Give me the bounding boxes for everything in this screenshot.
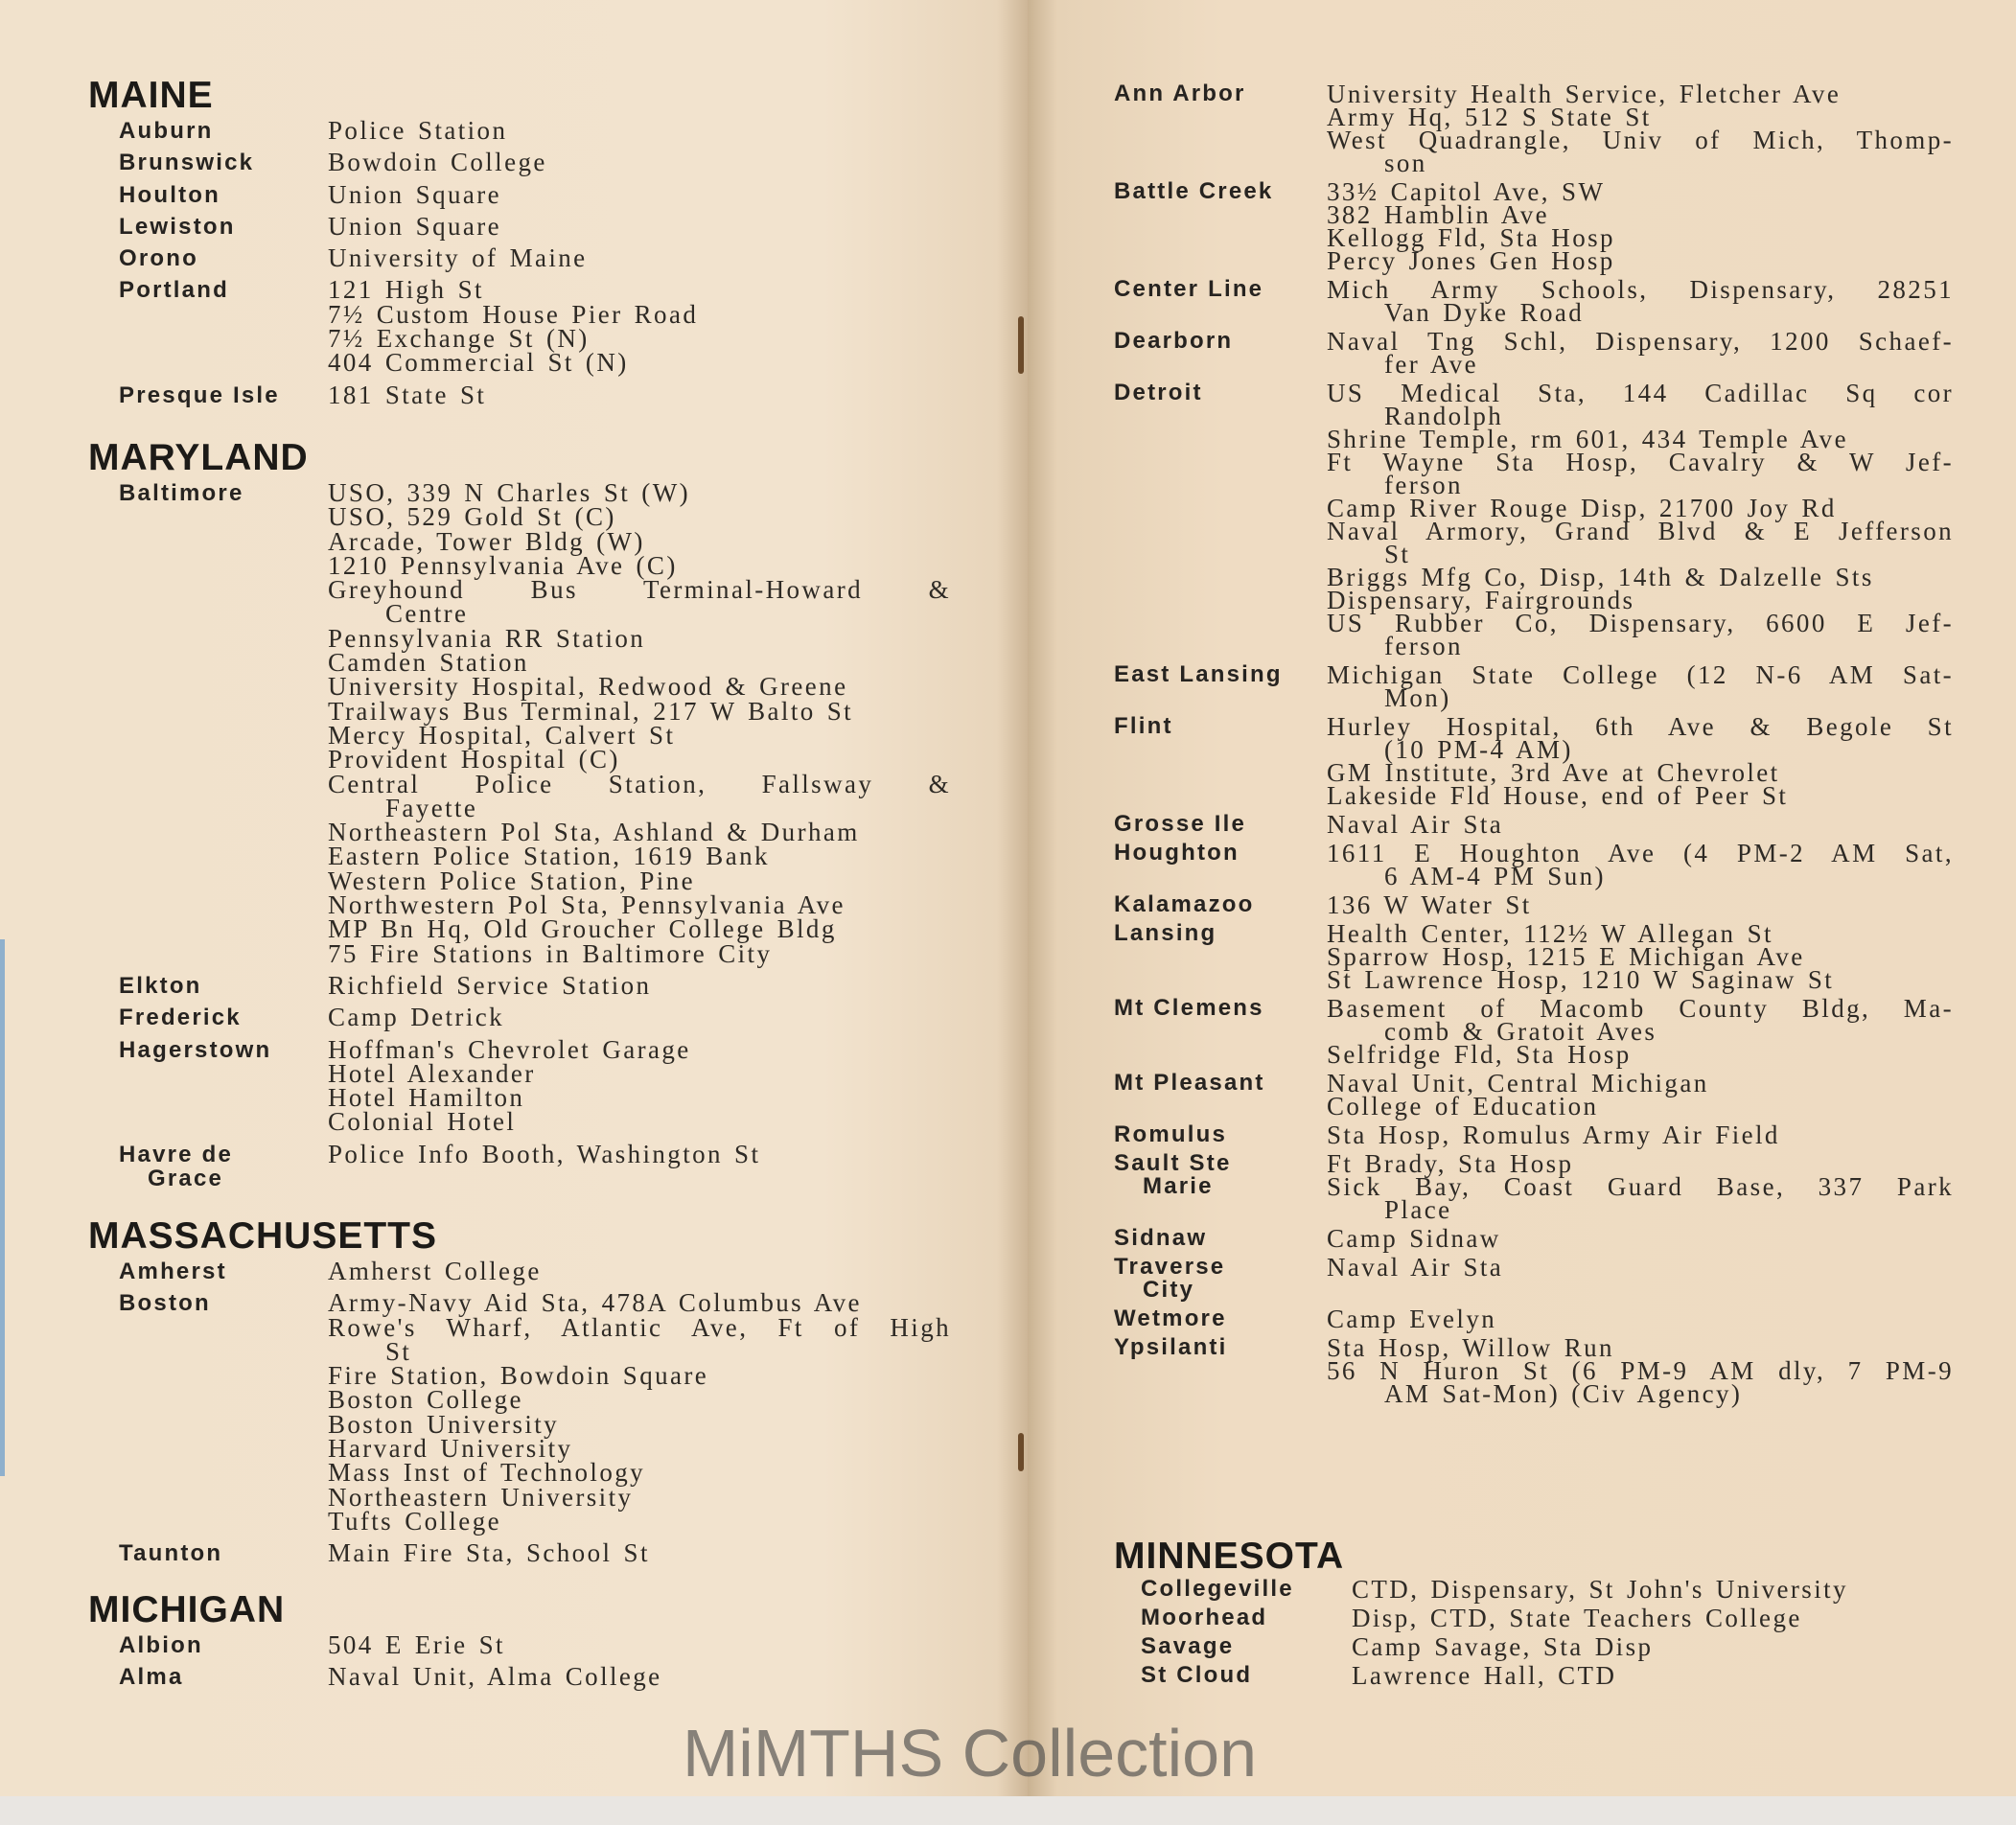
place-name-line: Sault Ste <box>1114 1150 1232 1176</box>
address-line: 6 AM-4 PM Sun) <box>1384 862 1606 890</box>
place-entry <box>88 380 951 409</box>
address-line: (10 PM-4 AM) <box>1384 735 1573 764</box>
address-line: USO, 529 Gold St (C) <box>328 502 616 532</box>
address-list <box>328 116 951 145</box>
place-name <box>1141 1606 1352 1629</box>
place-entry <box>1114 327 2016 379</box>
state-heading: MICHIGAN <box>88 1589 286 1630</box>
place-entry <box>88 179 951 209</box>
place-name <box>119 1259 328 1283</box>
place-name <box>119 1143 328 1191</box>
address-list <box>1327 839 1954 890</box>
address-line: University Health Service, Fletcher Ave <box>1327 80 1842 108</box>
address-line: Sick Bay, Coast Guard Base, 337 Park <box>1327 1172 1954 1201</box>
address-list <box>1327 1120 1954 1149</box>
place-entry <box>1114 381 2016 658</box>
place-name <box>1114 1072 1327 1118</box>
address-line: 504 E Erie St <box>328 1630 505 1659</box>
address-line: 7½ Custom House Pier Road <box>328 299 699 329</box>
address-list <box>328 148 951 177</box>
place-entry <box>88 275 951 378</box>
address-list <box>328 243 951 273</box>
address-line: Sparrow Hosp, 1215 E Michigan Ave <box>1327 942 1805 971</box>
address-list <box>1327 919 1954 994</box>
address-list <box>1352 1575 1979 1604</box>
place-name-line: Ann Arbor <box>1114 81 1246 106</box>
address-line: University of Maine <box>328 243 588 273</box>
place-name-line: Auburn <box>119 118 214 144</box>
address-line: Greyhound Bus Terminal-Howard & <box>328 575 951 605</box>
place-name <box>1114 1336 1327 1405</box>
place-entry <box>88 243 951 273</box>
place-name-line: Portland <box>119 277 229 304</box>
address-line: 1611 E Houghton Ave (4 PM-2 AM Sat, <box>1327 839 1954 867</box>
address-line: 136 W Water St <box>1327 890 1532 919</box>
place-entry <box>1114 712 2016 810</box>
place-name-line: Dearborn <box>1114 328 1234 354</box>
address-line: University Hospital, Redwood & Greene <box>328 672 848 702</box>
address-line: Hotel Alexander <box>328 1058 536 1088</box>
address-line: Harvard University <box>328 1434 573 1464</box>
place-name-line: Baltimore <box>119 480 244 506</box>
address-line: Boston University <box>328 1409 560 1439</box>
address-line: Naval Unit, Alma College <box>328 1662 662 1692</box>
place-name-line: Boston <box>119 1290 211 1317</box>
place-name <box>119 183 328 207</box>
address-list <box>1327 381 1954 658</box>
address-line: Mass Inst of Technology <box>328 1458 646 1488</box>
state-section <box>88 75 951 415</box>
state-heading: MASSACHUSETTS <box>88 1215 438 1257</box>
address-line: son <box>1384 149 1427 177</box>
state-section <box>88 1215 951 1574</box>
address-line: Kellogg Fld, Sta Hosp <box>1327 223 1615 252</box>
address-line: Place <box>1384 1195 1452 1224</box>
place-name-line: Traverse <box>1114 1254 1226 1280</box>
address-list <box>328 211 951 241</box>
address-line: USO, 339 N Charles St (W) <box>328 478 690 507</box>
address-line: Briggs Mfg Co, Disp, 14th & Dalzelle Sts <box>1327 563 1874 591</box>
place-entry <box>1114 839 2016 890</box>
address-line: US Rubber Co, Dispensary, 6600 E Jef- <box>1327 609 1954 637</box>
address-list <box>328 275 951 378</box>
place-name <box>1141 1578 1352 1601</box>
state-section <box>88 1589 951 1698</box>
place-entry <box>1114 1604 2016 1632</box>
address-line: Lakeside Fld House, end of Peer St <box>1327 781 1789 810</box>
place-name <box>1114 1256 1327 1302</box>
address-list <box>1327 1305 1954 1333</box>
place-name-line: Center Line <box>1114 276 1264 302</box>
place-entry <box>88 1003 951 1032</box>
place-name-line: Houghton <box>1114 840 1240 866</box>
address-line: St <box>1384 540 1411 568</box>
place-entry <box>88 1288 951 1536</box>
place-entry <box>88 1034 951 1137</box>
place-entry <box>1114 275 2016 327</box>
address-list <box>1327 994 1954 1069</box>
place-name <box>119 1665 328 1689</box>
address-list <box>328 1139 951 1191</box>
address-line: 7½ Exchange St (N) <box>328 324 590 354</box>
state-heading: MINNESOTA <box>1114 1536 1345 1577</box>
address-line: Tufts College <box>328 1506 501 1536</box>
place-name-line: Brunswick <box>119 150 255 176</box>
address-list <box>328 1630 951 1659</box>
place-name-line: East Lansing <box>1114 661 1283 687</box>
place-name <box>119 215 328 239</box>
address-list <box>1352 1604 1979 1632</box>
address-line: fer Ave <box>1384 350 1479 379</box>
place-entry <box>1114 1305 2016 1333</box>
cover-edge <box>0 939 5 1476</box>
address-list <box>1327 275 1954 327</box>
place-name <box>1114 813 1327 836</box>
state-heading: MARYLAND <box>88 437 309 478</box>
address-line: Camp Evelyn <box>1327 1305 1497 1333</box>
address-line: comb & Gratoit Aves <box>1384 1017 1657 1046</box>
address-list <box>1352 1632 1979 1661</box>
place-name <box>119 119 328 143</box>
place-entry <box>1114 994 2016 1069</box>
place-name <box>119 383 328 407</box>
address-line: Naval Air Sta <box>1327 1253 1504 1282</box>
place-entry <box>88 1259 951 1283</box>
address-line: Main Fire Sta, School St <box>328 1538 650 1568</box>
address-line: 75 Fire Stations in Baltimore City <box>328 938 773 968</box>
place-name <box>1114 278 1327 324</box>
address-line: GM Institute, 3rd Ave at Chevrolet <box>1327 758 1780 787</box>
address-list <box>1327 890 1954 919</box>
place-name-line: Kalamazoo <box>1114 891 1255 917</box>
address-line: Northeastern Pol Sta, Ashland & Durham <box>328 818 860 847</box>
place-name <box>119 150 328 174</box>
place-name <box>1114 330 1327 376</box>
place-name-line: Sidnaw <box>1114 1225 1208 1251</box>
place-name-line: Ypsilanti <box>1114 1334 1228 1360</box>
address-line: Sta Hosp, Romulus Army Air Field <box>1327 1120 1780 1149</box>
place-entry <box>1114 1224 2016 1253</box>
address-line: Police Station <box>328 116 508 145</box>
place-name-line: Hagerstown <box>119 1036 272 1063</box>
address-list <box>328 1662 951 1692</box>
place-name <box>1114 663 1327 709</box>
place-name <box>1114 922 1327 991</box>
place-name <box>1141 1664 1352 1687</box>
address-line: Rowe's Wharf, Atlantic Ave, Ft of High <box>328 1312 951 1342</box>
address-list <box>1352 1661 1979 1690</box>
address-line: Selfridge Fld, Sta Hosp <box>1327 1040 1632 1069</box>
place-name <box>119 278 328 375</box>
address-line: Naval Armory, Grand Blvd & E Jefferson <box>1327 517 1954 545</box>
place-entry <box>88 116 951 145</box>
address-line: Bowdoin College <box>328 148 547 177</box>
place-entry <box>1114 919 2016 994</box>
place-entry <box>1114 80 2016 177</box>
address-line: Police Info Booth, Washington St <box>328 1139 761 1168</box>
address-line: Hoffman's Chevrolet Garage <box>328 1034 691 1064</box>
place-entry <box>1114 890 2016 919</box>
address-line: 121 High St <box>328 275 484 305</box>
place-name-line: Presque Isle <box>119 381 280 408</box>
address-line: Basement of Macomb County Bldg, Ma- <box>1327 994 1954 1023</box>
address-line: Northwestern Pol Sta, Pennsylvania Ave <box>328 890 846 920</box>
address-line: Naval Tng Schl, Dispensary, 1200 Schaef- <box>1327 327 1954 356</box>
address-line: ferson <box>1384 632 1463 660</box>
address-line: Randolph <box>1384 402 1504 430</box>
place-name <box>119 1038 328 1135</box>
address-line: Pennsylvania RR Station <box>328 623 646 653</box>
address-list <box>328 478 951 968</box>
address-line: Hurley Hospital, 6th Ave & Begole St <box>1327 712 1954 741</box>
address-line: Van Dyke Road <box>1384 298 1585 327</box>
address-line: Union Square <box>328 211 502 241</box>
address-line: St Lawrence Hosp, 1210 W Saginaw St <box>1327 965 1835 994</box>
address-line: Ft Brady, Sta Hosp <box>1327 1149 1574 1178</box>
place-name <box>1114 82 1327 174</box>
address-line: 382 Hamblin Ave <box>1327 200 1549 229</box>
place-name-line: Moorhead <box>1141 1605 1268 1630</box>
staple-mark <box>1018 316 1024 374</box>
address-line: Boston College <box>328 1385 523 1415</box>
place-name-line: Romulus <box>1114 1121 1228 1147</box>
place-name-line: Grosse Ile <box>1114 811 1247 837</box>
address-line: Naval Air Sta <box>1327 810 1504 839</box>
place-name-line: Lansing <box>1114 920 1217 946</box>
address-line: Ft Wayne Sta Hosp, Cavalry & W Jef- <box>1327 448 1954 476</box>
right-page <box>1028 0 2016 1796</box>
address-line: Eastern Police Station, 1619 Bank <box>328 842 770 871</box>
place-entry <box>1114 1253 2016 1303</box>
address-line: Camp Sidnaw <box>1327 1224 1501 1253</box>
address-line: Fayette <box>385 793 478 822</box>
place-name <box>119 1005 328 1029</box>
address-line: Mercy Hospital, Calvert St <box>328 720 676 750</box>
place-name <box>1114 997 1327 1066</box>
address-line: 1210 Pennsylvania Ave (C) <box>328 550 678 580</box>
state-section <box>88 437 951 1198</box>
place-name-line: Albion <box>119 1632 203 1658</box>
place-entry <box>1114 1120 2016 1149</box>
place-name <box>1114 1227 1327 1250</box>
place-name-line: Mt Pleasant <box>1114 1070 1265 1096</box>
place-name <box>1114 893 1327 916</box>
address-line: Naval Unit, Central Michigan <box>1327 1069 1709 1097</box>
address-list <box>328 1034 951 1137</box>
place-name-line: Mt Clemens <box>1114 995 1264 1021</box>
address-line: Army-Navy Aid Sta, 478A Columbus Ave <box>328 1288 862 1318</box>
place-name-line: Frederick <box>119 1005 242 1031</box>
watermark: MiMTHS Collection <box>683 1716 1257 1790</box>
place-name-line: Marie <box>1143 1173 1214 1199</box>
place-name-line: Lewiston <box>119 213 236 240</box>
address-line: St <box>385 1336 412 1366</box>
address-list <box>1327 660 1954 712</box>
place-name <box>119 1541 328 1565</box>
staple-mark <box>1018 1433 1024 1471</box>
address-line: Centre <box>385 599 469 629</box>
address-line: Dispensary, Fairgrounds <box>1327 586 1635 614</box>
address-line: 404 Commercial St (N) <box>328 348 629 378</box>
place-name-line: St Cloud <box>1141 1662 1253 1688</box>
address-line: Army Hq, 512 S State St <box>1327 103 1652 131</box>
place-entry <box>88 1662 951 1692</box>
place-name-line: Savage <box>1141 1633 1235 1659</box>
place-entry <box>1114 1661 2016 1690</box>
address-line: US Medical Sta, 144 Cadillac Sq cor <box>1327 379 1954 407</box>
address-list <box>1327 177 1954 275</box>
address-line: Mich Army Schools, Dispensary, 28251 <box>1327 275 1954 304</box>
place-name-line: Elkton <box>119 972 202 999</box>
address-line: Central Police Station, Fallsway & <box>328 769 951 798</box>
place-entry <box>1114 1333 2016 1408</box>
address-line: Northeastern University <box>328 1482 634 1512</box>
place-entry <box>1114 1069 2016 1120</box>
address-line: MP Bn Hq, Old Groucher College Bldg <box>328 914 837 944</box>
address-list <box>1327 80 1954 177</box>
place-name <box>119 1291 328 1534</box>
place-entry <box>1114 1575 2016 1604</box>
address-line: Colonial Hotel <box>328 1107 517 1137</box>
place-name <box>1114 715 1327 807</box>
address-line: Health Center, 112½ W Allegan St <box>1327 919 1773 948</box>
state-heading: MAINE <box>88 75 214 116</box>
address-line: ferson <box>1384 471 1463 499</box>
address-line: Trailways Bus Terminal, 217 W Balto St <box>328 696 854 726</box>
place-name-line: Houlton <box>119 181 221 208</box>
address-line: Hotel Hamilton <box>328 1083 525 1113</box>
place-name-line: Detroit <box>1114 380 1203 405</box>
place-name <box>1114 842 1327 888</box>
place-name <box>1141 1635 1352 1658</box>
address-line: Mon) <box>1384 683 1451 712</box>
place-entry <box>88 148 951 177</box>
place-name <box>1114 1307 1327 1330</box>
address-line: Disp, CTD, State Teachers College <box>1352 1604 1802 1632</box>
address-list <box>1327 1069 1954 1120</box>
address-line: Shrine Temple, rm 601, 434 Temple Ave <box>1327 425 1848 453</box>
place-entry <box>88 478 951 968</box>
address-line: Lawrence Hall, CTD <box>1352 1661 1617 1690</box>
address-line: Provident Hospital (C) <box>328 745 620 774</box>
address-line: Fire Station, Bowdoin Square <box>328 1361 709 1391</box>
address-list <box>328 380 951 409</box>
place-entry <box>88 1630 951 1659</box>
place-entry <box>1114 660 2016 712</box>
place-name <box>119 246 328 270</box>
place-name <box>1114 1123 1327 1146</box>
address-line: Amherst College <box>328 1257 542 1285</box>
place-entry <box>1114 810 2016 839</box>
address-list <box>1327 1224 1954 1253</box>
address-list <box>1327 1333 1954 1408</box>
place-name <box>1114 381 1327 658</box>
address-line: Arcade, Tower Bldg (W) <box>328 526 645 556</box>
place-name <box>119 481 328 966</box>
address-list <box>1327 810 1954 839</box>
address-line: Union Square <box>328 179 502 209</box>
place-entry <box>1114 177 2016 275</box>
address-list <box>328 1538 951 1568</box>
place-name-line: Wetmore <box>1114 1305 1227 1331</box>
address-list <box>328 1003 951 1032</box>
address-list <box>1327 1253 1954 1302</box>
place-name-line: Amherst <box>119 1259 227 1284</box>
place-entry <box>1114 1149 2016 1224</box>
address-line: Western Police Station, Pine <box>328 866 695 895</box>
address-line: Camp Detrick <box>328 1003 505 1032</box>
place-name-line: City <box>1143 1277 1195 1303</box>
place-name-line: Collegeville <box>1141 1576 1294 1602</box>
address-line: College of Education <box>1327 1092 1599 1120</box>
place-entry <box>88 970 951 1000</box>
place-name-line: Havre de <box>119 1141 233 1167</box>
place-name-line: Battle Creek <box>1114 178 1274 204</box>
address-list <box>1327 712 1954 810</box>
address-line: Michigan State College (12 N-6 AM Sat- <box>1327 660 1954 689</box>
state-section <box>1114 82 2016 1411</box>
address-list <box>1327 1149 1954 1224</box>
state-section <box>1114 1536 2016 1693</box>
place-name <box>119 1633 328 1657</box>
address-line: CTD, Dispensary, St John's University <box>1352 1575 1848 1604</box>
address-line: Sta Hosp, Willow Run <box>1327 1333 1614 1362</box>
place-name <box>1114 1152 1327 1221</box>
address-line: 56 N Huron St (6 PM-9 AM dly, 7 PM-9 <box>1327 1356 1954 1385</box>
address-list <box>328 179 951 209</box>
address-line: AM Sat-Mon) (Civ Agency) <box>1384 1379 1743 1408</box>
address-list <box>328 970 951 1000</box>
place-entry <box>88 1139 951 1192</box>
place-entry <box>1114 1632 2016 1661</box>
address-line: 181 State St <box>328 380 487 409</box>
address-line: Camp Savage, Sta Disp <box>1352 1632 1654 1661</box>
place-entry <box>88 211 951 241</box>
address-line: West Quadrangle, Univ of Mich, Thomp- <box>1327 126 1954 154</box>
address-list <box>1327 327 1954 379</box>
place-name-line: Alma <box>119 1664 184 1691</box>
place-name-line: Taunton <box>119 1540 223 1567</box>
place-name-line: Flint <box>1114 713 1173 739</box>
place-name <box>119 974 328 998</box>
place-entry <box>88 1538 951 1568</box>
address-list <box>328 1259 951 1283</box>
address-line: Richfield Service Station <box>328 970 652 1000</box>
address-line: Camden Station <box>328 648 529 678</box>
address-line: 33½ Capitol Ave, SW <box>1327 177 1606 206</box>
place-name-line: Grace <box>148 1166 224 1192</box>
place-name-line: Orono <box>119 245 198 272</box>
address-line: Camp River Rouge Disp, 21700 Joy Rd <box>1327 494 1837 522</box>
address-list <box>328 1288 951 1536</box>
place-name <box>1114 180 1327 272</box>
address-line: Percy Jones Gen Hosp <box>1327 246 1615 275</box>
